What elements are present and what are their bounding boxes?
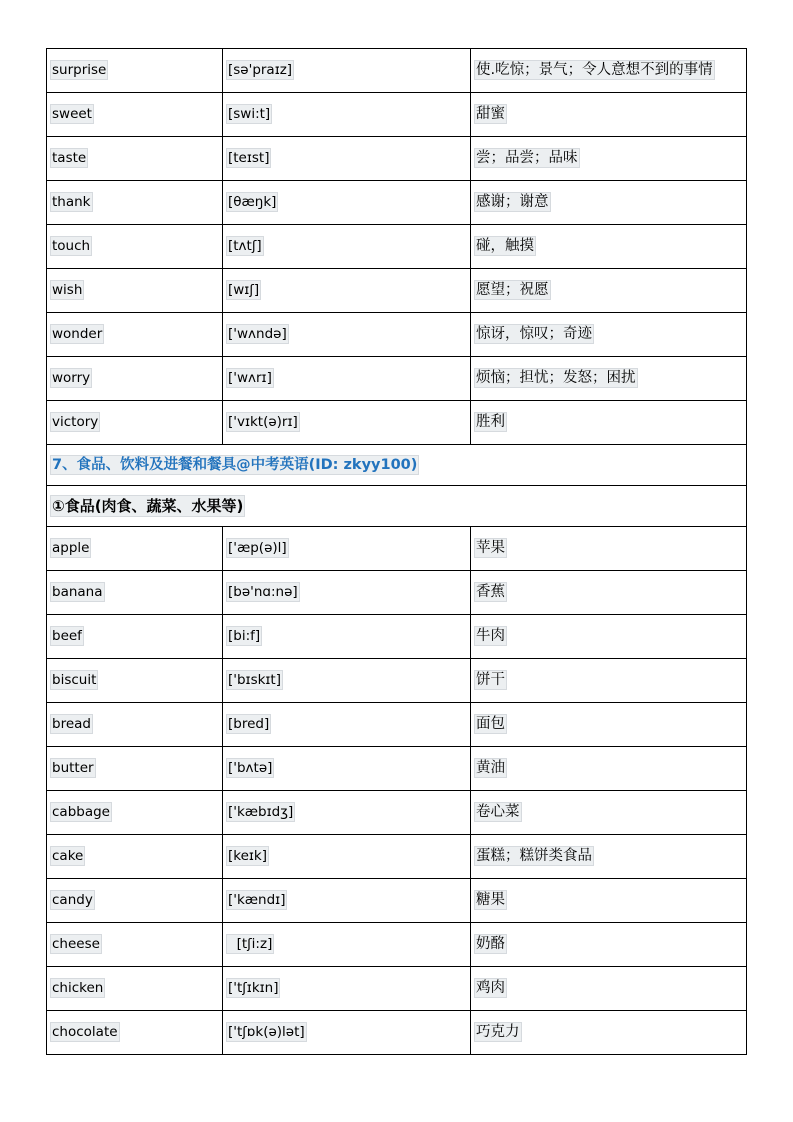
vocab-word-text: beef [52, 628, 82, 645]
vocab-word-cell [47, 181, 223, 225]
meaning-text: 碰，触摸 [476, 238, 534, 255]
vocab-word-text: sweet [52, 106, 92, 123]
vocab-word-text: worry [52, 370, 91, 387]
meaning-cell [471, 401, 747, 445]
phonetic-text: [tʌtʃ] [228, 238, 262, 255]
phonetic-cell [223, 225, 471, 269]
meaning-text: 面包 [476, 716, 505, 733]
meaning-cell [471, 571, 747, 615]
vocab-word-text: banana [52, 584, 103, 601]
meaning-cell [471, 269, 747, 313]
meaning-text: 奶酪 [476, 936, 505, 953]
vocab-word-cell [47, 269, 223, 313]
meaning-text: 甜蜜 [476, 106, 505, 123]
vocab-word-text: touch [52, 238, 91, 255]
vocab-word-cell [47, 747, 223, 791]
vocab-word-text: victory [52, 414, 99, 431]
phonetic-text: ['vɪkt(ə)rɪ] [228, 414, 298, 431]
phonetic-text: ['wʌndə] [228, 326, 287, 343]
vocab-word-text: candy [52, 892, 93, 909]
table-row [47, 791, 747, 835]
phonetic-text: [bi:f] [228, 628, 261, 645]
table-row [47, 967, 747, 1011]
vocab-word-cell [47, 835, 223, 879]
phonetic-text: ['tʃɪkɪn] [228, 980, 279, 997]
meaning-cell [471, 313, 747, 357]
phonetic-cell [223, 527, 471, 571]
vocab-word-cell [47, 923, 223, 967]
meaning-cell [471, 967, 747, 1011]
meaning-cell [471, 93, 747, 137]
vocab-word-cell [47, 1011, 223, 1055]
meaning-cell [471, 1011, 747, 1055]
phonetic-text: [θæŋk] [228, 194, 277, 211]
vocab-word-cell [47, 879, 223, 923]
phonetic-cell [223, 923, 471, 967]
section-header-row [47, 445, 747, 486]
phonetic-cell [223, 1011, 471, 1055]
meaning-cell [471, 703, 747, 747]
meaning-cell [471, 225, 747, 269]
phonetic-text: [swi:t] [228, 106, 271, 123]
vocab-word-text: butter [52, 760, 94, 777]
vocab-word-cell [47, 357, 223, 401]
vocab-word-text: chicken [52, 980, 104, 997]
vocab-word-text: chocolate [52, 1024, 118, 1041]
phonetic-cell [223, 571, 471, 615]
phonetic-cell [223, 967, 471, 1011]
table-row [47, 181, 747, 225]
table-row [47, 835, 747, 879]
phonetic-text: [teɪst] [228, 150, 270, 167]
phonetic-text: ['tʃɒk(ə)lət] [228, 1024, 305, 1041]
phonetic-text: ['bɪskɪt] [228, 672, 281, 689]
phonetic-cell [223, 181, 471, 225]
meaning-cell [471, 747, 747, 791]
meaning-text: 蛋糕；糕饼类食品 [476, 848, 592, 865]
table-row [47, 615, 747, 659]
meaning-cell [471, 49, 747, 93]
subsection-header-row [47, 486, 747, 527]
phonetic-cell [223, 93, 471, 137]
phonetic-cell [223, 313, 471, 357]
meaning-text: 感谢；谢意 [476, 194, 549, 211]
phonetic-cell [223, 615, 471, 659]
phonetic-cell [223, 879, 471, 923]
meaning-text: 胜利 [476, 414, 505, 431]
meaning-text: 苹果 [476, 540, 505, 557]
vocab-word-cell [47, 615, 223, 659]
table-row [47, 879, 747, 923]
vocab-word-cell [47, 571, 223, 615]
meaning-cell [471, 357, 747, 401]
vocab-word-cell [47, 225, 223, 269]
vocab-word-cell [47, 313, 223, 357]
vocab-word-text: biscuit [52, 672, 97, 689]
meaning-cell [471, 137, 747, 181]
phonetic-text: ['wʌrɪ] [228, 370, 272, 387]
table-row [47, 703, 747, 747]
phonetic-text: [bred] [228, 716, 270, 733]
meaning-text: 尝；品尝；品味 [476, 150, 578, 167]
meaning-text: 烦恼；担忧；发怒；困扰 [476, 370, 636, 387]
vocab-word-cell [47, 401, 223, 445]
vocab-word-text: cabbage [52, 804, 110, 821]
vocab-word-cell [47, 527, 223, 571]
vocab-word-text: bread [52, 716, 91, 733]
phonetic-text: ['kændɪ] [228, 892, 286, 909]
meaning-cell [471, 527, 747, 571]
table-row [47, 527, 747, 571]
meaning-cell [471, 615, 747, 659]
phonetic-text: ['bʌtə] [228, 760, 273, 777]
phonetic-text: [bə'nɑ:nə] [228, 584, 298, 601]
subsection-header-cell [47, 486, 747, 527]
table-row [47, 49, 747, 93]
vocab-word-text: wish [52, 282, 83, 299]
meaning-cell [471, 923, 747, 967]
phonetic-cell [223, 659, 471, 703]
vocab-word-text: thank [52, 194, 91, 211]
table-row [47, 1011, 747, 1055]
phonetic-text: [wɪʃ] [228, 282, 260, 299]
meaning-text: 卷心菜 [476, 804, 520, 821]
phonetic-text: [tʃi:z] [228, 936, 273, 953]
vocab-word-cell [47, 93, 223, 137]
vocab-word-text: taste [52, 150, 87, 167]
vocab-word-cell [47, 703, 223, 747]
table-row [47, 747, 747, 791]
table-row [47, 313, 747, 357]
meaning-cell [471, 791, 747, 835]
vocab-word-cell [47, 137, 223, 181]
phonetic-cell [223, 269, 471, 313]
vocab-word-cell [47, 49, 223, 93]
subsection-title: ①食品(肉食、蔬菜、水果等) [52, 496, 244, 515]
table-row [47, 225, 747, 269]
vocab-word-text: wonder [52, 326, 103, 343]
meaning-cell [471, 835, 747, 879]
table-row [47, 571, 747, 615]
vocab-word-text: cake [52, 848, 84, 865]
table-row [47, 137, 747, 181]
section-title: 7、食品、饮料及进餐和餐具@中考英语(ID: zkyy100) [52, 456, 418, 473]
meaning-text: 香蕉 [476, 584, 505, 601]
vocab-word-cell [47, 659, 223, 703]
phonetic-cell [223, 49, 471, 93]
meaning-text: 黄油 [476, 760, 505, 777]
phonetic-text: ['æp(ə)l] [228, 540, 287, 557]
meaning-text: 巧克力 [476, 1024, 520, 1041]
meaning-text: 鸡肉 [476, 980, 505, 997]
meaning-text: 惊讶，惊叹；奇迹 [476, 326, 592, 343]
table-row [47, 401, 747, 445]
table-row [47, 269, 747, 313]
vocabulary-table-body [47, 49, 747, 1055]
table-row [47, 659, 747, 703]
meaning-cell [471, 879, 747, 923]
phonetic-cell [223, 137, 471, 181]
meaning-text: 使.吃惊；景气；令人意想不到的事情 [476, 62, 713, 79]
vocab-word-cell [47, 791, 223, 835]
vocab-word-text: apple [52, 540, 90, 557]
phonetic-cell [223, 401, 471, 445]
phonetic-cell [223, 747, 471, 791]
vocab-word-cell [47, 967, 223, 1011]
vocab-word-text: surprise [52, 62, 107, 79]
phonetic-text: [sə'praɪz] [228, 62, 293, 79]
phonetic-cell [223, 835, 471, 879]
table-row [47, 357, 747, 401]
vocab-word-text: cheese [52, 936, 100, 953]
phonetic-cell [223, 703, 471, 747]
phonetic-cell [223, 791, 471, 835]
phonetic-cell [223, 357, 471, 401]
vocabulary-table [46, 48, 747, 1055]
section-header-cell [47, 445, 747, 486]
meaning-text: 牛肉 [476, 628, 505, 645]
meaning-text: 愿望；祝愿 [476, 282, 549, 299]
phonetic-text: [keɪk] [228, 848, 268, 865]
meaning-cell [471, 181, 747, 225]
phonetic-text: ['kæbɪdʒ] [228, 804, 294, 821]
meaning-text: 饼干 [476, 672, 505, 689]
meaning-text: 糖果 [476, 892, 505, 909]
table-row [47, 93, 747, 137]
meaning-cell [471, 659, 747, 703]
table-row [47, 923, 747, 967]
